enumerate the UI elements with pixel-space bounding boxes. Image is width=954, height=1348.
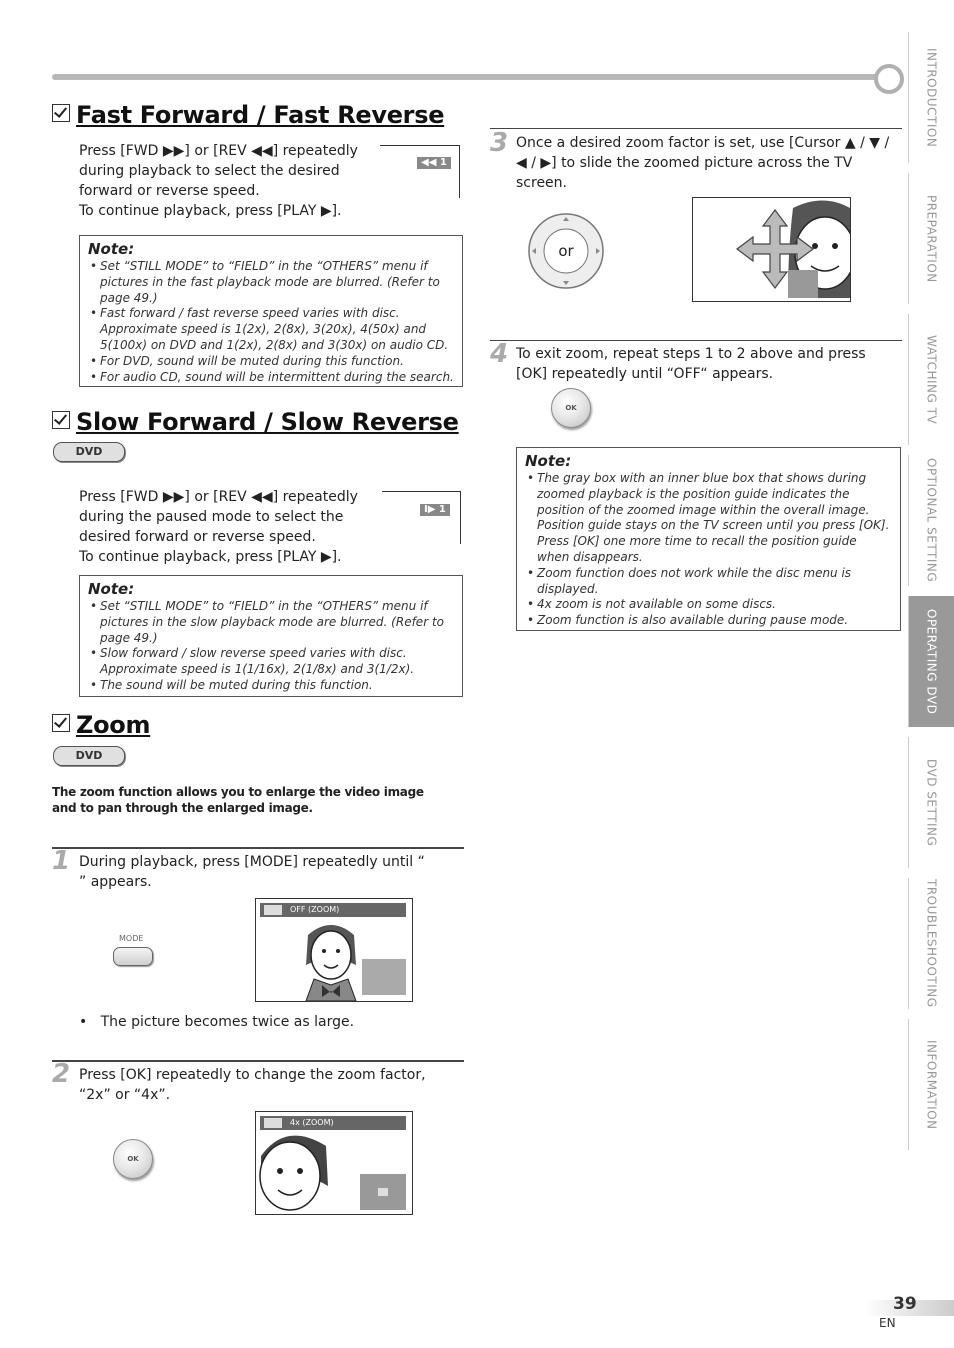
tab-troubleshooting[interactable]: TROUBLESHOOTING [908,878,954,1009]
ok-button[interactable]: OK [113,1139,153,1179]
note-item: • Set “STILL MODE” to “FIELD” in the “OTHERS” menu if pictures in the fast playback mode are blurred. (Refer to page 49.) [100,259,454,306]
tab-preparation[interactable]: PREPARATION [908,173,954,304]
sf-note-box [79,575,463,697]
dvd-badge: DVD [53,442,125,462]
note-item: • Zoom function is also available during pause mode. [537,613,892,629]
step1-bullet: • The picture becomes twice as large. [79,1014,355,1030]
tab-optional-setting[interactable]: OPTIONAL SETTING [908,455,954,586]
step-number: 4 [490,339,509,369]
zoom-intro: The zoom function allows you to enlarge the video image and to pan through the enlarged image. [52,785,424,815]
note-title: Note: [88,580,135,598]
step2-text: Press [OK] repeatedly to change the zoom factor, “2x” or “4x”. [79,1067,426,1103]
step-number: 3 [490,128,509,158]
sf-display-box [382,491,461,544]
step4-text: To exit zoom, repeat steps 1 to 2 above and press [OK] repeatedly until “OFF“ appears. [516,346,866,382]
step3-text: Once a desired zoom factor is set, use [Cursor ▲ / ▼ / ◀ / ▶] to slide the zoomed picture across the TV screen. [516,135,890,191]
tab-introduction[interactable]: INTRODUCTION [908,32,954,163]
osd-text: OFF (ZOOM) [290,905,340,914]
step1-text: During playback, press [MODE] repeatedly until “ ” appears. [79,854,425,890]
ff-speed-tag: ◀◀ 1 [417,157,451,169]
step-number: 2 [52,1059,71,1089]
section-title-zoom: Zoom [52,711,150,739]
mode-label: MODE [119,934,144,943]
zoom-note-box [516,447,901,631]
mode-button[interactable] [113,947,153,966]
ff-note-box [79,235,463,387]
note-item: • Slow forward / slow reverse speed varies with disc. Approximate speed is 1(1/16x), 2(1/8x) and 3(1/2x). [100,646,454,678]
osd-text: 4x (ZOOM) [290,1118,334,1127]
section-title-slow-forward: Slow Forward / Slow Reverse [52,408,459,436]
note-title: Note: [88,240,135,258]
note-item: • For DVD, sound will be muted during this function. [100,354,454,370]
hand-icon [362,959,406,995]
note-item: • The sound will be muted during this function. [100,678,454,694]
tab-dvd-setting[interactable]: DVD SETTING [908,737,954,868]
position-guide-inner [378,1188,388,1196]
dvd-badge: DVD [53,746,125,766]
tv-screen-pan [692,197,851,302]
note-item: • Zoom function does not work while the disc menu is displayed. [537,566,892,598]
note-item: • Fast forward / fast reverse speed varies with disc. Approximate speed is 1(2x), 2(8x), 3(20x), 4(50x) and 5(100x) on DVD and 1(2x), 2(8x) and 3(30x) on audio CD. [100,306,454,353]
language-label: EN [879,1316,896,1330]
section-title-fast-forward: Fast Forward / Fast Reverse [52,101,444,129]
tab-information[interactable]: INFORMATION [908,1019,954,1150]
tv-screen-4x-zoom [255,1111,413,1215]
step-number: 1 [52,846,71,876]
checkbox-icon [52,104,70,122]
header-rule [52,74,878,80]
cursor-pad[interactable] [526,212,606,290]
sf-instructions: Press [FWD ▶▶] or [REV ◀◀] repeatedly during the paused mode to select the desired forward or reverse speed. To continue playback, press [PLAY ▶]. [79,489,358,565]
page-number: 39 [893,1294,917,1314]
note-item: • For audio CD, sound will be intermittent during the search. [100,370,454,386]
step-rule [52,1060,464,1062]
note-item: • The gray box with an inner blue box that shows during zoomed playback is the position guide indicates the position of the zoomed image within the overall image. Position guide stays on the TV screen until you press [OK]. Press [OK] one more time to recall the position guide when disappears. [537,471,892,566]
ff-instructions: Press [FWD ▶▶] or [REV ◀◀] repeatedly during playback to select the desired forward or reverse speed. To continue playback, press [PLAY ▶]. [79,143,358,219]
header-ring [874,64,904,94]
tv-screen-off-zoom [255,898,413,1002]
position-guide-box [360,1174,406,1210]
ok-button[interactable]: OK [551,388,591,428]
note-item: • 4x zoom is not available on some discs. [537,597,892,613]
pan-arrows-icon [693,198,850,301]
or-label: or [558,242,574,260]
step-rule [52,847,464,849]
note-title: Note: [525,452,572,470]
zoom-icon [264,905,282,915]
note-item: • Set “STILL MODE” to “FIELD” in the “OTHERS” menu if pictures in the slow playback mode are blurred. (Refer to page 49.) [100,599,454,646]
sf-speed-tag: I▶ 1 [420,504,450,516]
ff-display-box [380,145,460,198]
step-rule [490,340,902,341]
tab-operating-dvd[interactable]: OPERATING DVD [908,596,954,727]
checkbox-icon [52,411,70,429]
tab-watching-tv[interactable]: WATCHING TV [908,314,954,445]
step-rule [490,128,902,129]
checkbox-icon [52,714,70,732]
